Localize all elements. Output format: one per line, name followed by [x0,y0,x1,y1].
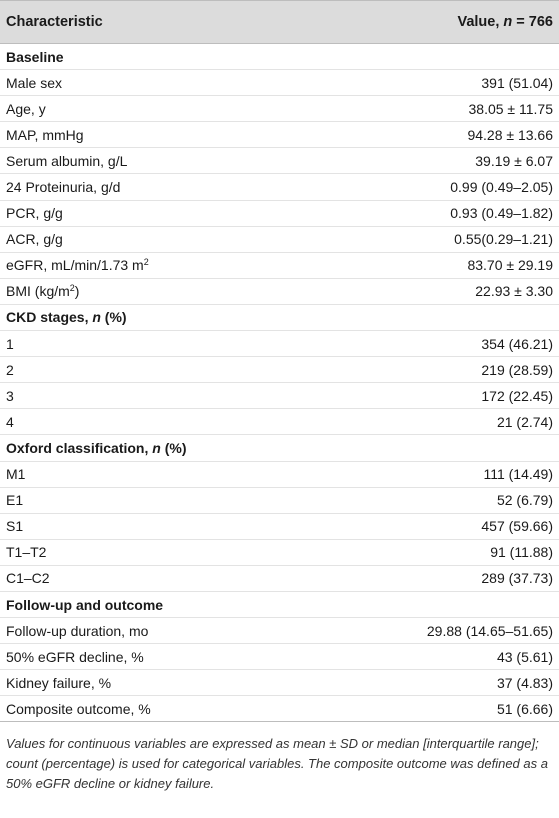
row-label: 2 [6,361,14,378]
row-value: 391 (51.04) [481,74,553,91]
header-value: Value, n = 766 [457,14,553,30]
table-row [0,644,559,670]
table-row [0,618,559,644]
table-row [0,122,559,148]
row-label: Serum albumin, g/L [6,152,128,169]
row-label: 3 [6,387,14,404]
section-header-row [0,305,559,331]
table-row [0,488,559,514]
row-value: 94.28 ± 13.66 [467,126,553,143]
table-row [0,253,559,279]
row-label: eGFR, mL/min/1.73 $m^2$ [6,257,149,274]
table-row [0,357,559,383]
section-label: CKD stages, n (%) [6,309,127,326]
row-label: Kidney failure, % [6,674,112,691]
row-value: 0.99 (0.49–2.05) [450,179,553,196]
row-value: 91 (11.88) [490,544,553,561]
table-row [0,696,559,722]
row-label: M1 [6,466,26,483]
table-row [0,70,559,96]
section-label: Oxford classification, n (%) [6,439,187,456]
table-row [0,279,559,305]
row-label: E1 [6,492,24,509]
row-label: 50% eGFR decline, % [6,648,144,665]
row-value: 289 (37.73) [481,570,553,587]
row-label: ACR, g/g [6,231,63,248]
table-row [0,96,559,122]
table-row [0,174,559,200]
row-label: PCR, g/g [6,205,63,222]
section-label: Baseline [6,48,64,65]
table-row [0,227,559,253]
section-label: Follow-up and outcome [6,596,164,613]
row-label: BMI $(kg/m^2)$ [6,283,80,300]
row-value: 0.93 (0.49–1.82) [450,205,553,222]
table-header [0,0,559,44]
table-row [0,462,559,488]
table-body [0,44,559,722]
row-value: 37 (4.83) [496,674,553,691]
row-label: S1 [6,518,24,535]
row-value: 83.70 ± 29.19 [467,257,553,274]
row-value: 38.05 ± 11.75 [468,100,553,117]
row-value: 457 (59.66) [481,518,553,535]
row-value: 172 (22.45) [481,387,553,404]
table-footnote: Values for continuous variables are expressed as mean ± SD or median [interquartile range]; count (percentage) is used for categorical variables. The composite outcome was defined as a 50% eGFR decline or kidney failure. [6,736,548,791]
row-value: 39.19 ± 6.07 [475,152,553,169]
row-label: 1 [6,335,14,352]
row-value: 21 (2.74) [496,413,553,430]
row-label: 4 [6,413,14,430]
table-row [0,566,559,592]
table-row [0,201,559,227]
row-value: 52 (6.79) [496,492,553,509]
row-value: 219 (28.59) [481,361,553,378]
row-label: Age, y [6,100,46,117]
table-row [0,331,559,357]
row-value: 51 (6.66) [496,700,553,717]
table-row [0,670,559,696]
row-value: 43 (5.61) [496,648,553,665]
row-value: 111 (14.49) [483,466,553,483]
row-value: 22.93 ± 3.30 [475,283,553,300]
table-row [0,514,559,540]
section-header-row [0,435,559,461]
row-label: Male sex [6,74,63,91]
section-header-row [0,44,559,70]
row-value: 0.55(0.29–1.21) [454,231,553,248]
row-label: T1–T2 [6,544,47,561]
table-row [0,383,559,409]
row-label: C1–C2 [6,570,50,587]
table-row [0,540,559,566]
header-characteristic: Characteristic [6,14,103,30]
section-header-row [0,592,559,618]
row-label: MAP, mmHg [6,126,84,143]
row-label: Composite outcome, % [6,700,151,717]
row-value: 29.88 (14.65–51.65) [426,622,553,639]
table-row [0,148,559,174]
row-label: 24 Proteinuria, g/d [6,179,121,196]
row-value: 354 (46.21) [481,335,553,352]
row-label: Follow-up duration, mo [6,622,149,639]
table-row [0,409,559,435]
